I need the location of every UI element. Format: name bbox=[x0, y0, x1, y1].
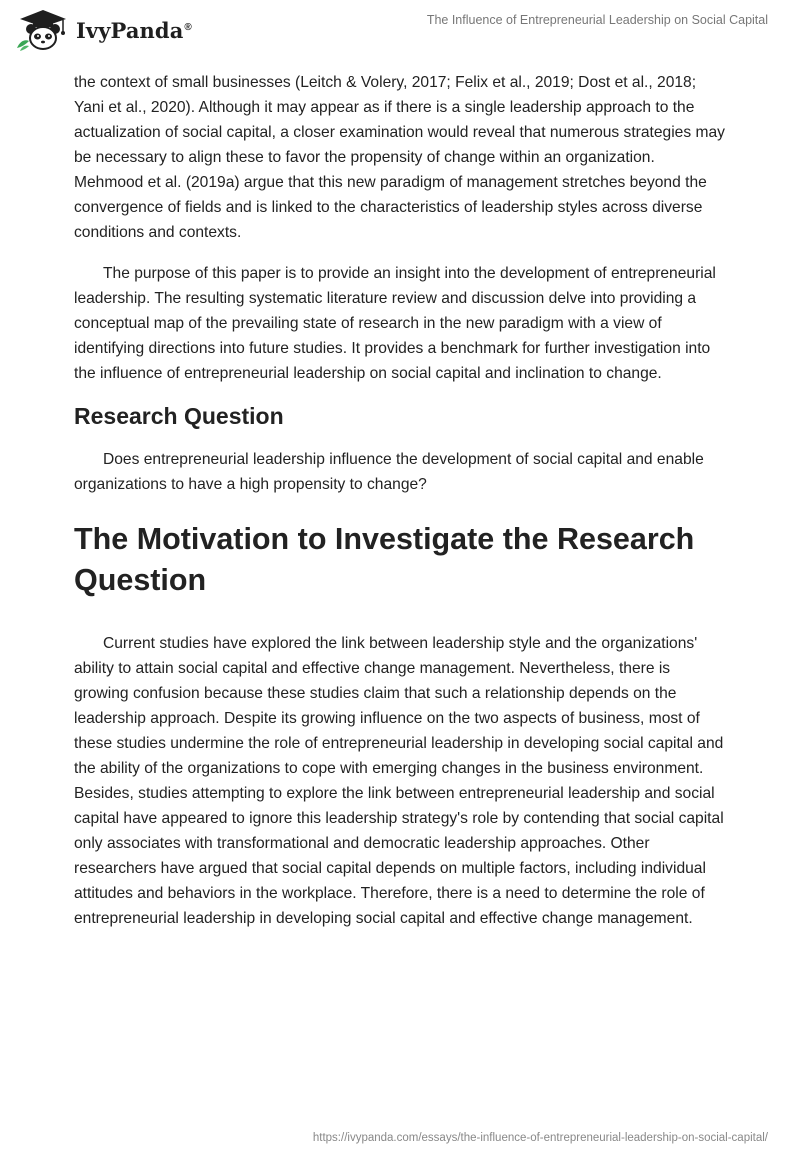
page-header bbox=[0, 0, 800, 60]
heading-motivation: The Motivation to Investigate the Research Question bbox=[74, 522, 695, 597]
paragraph-purpose: The purpose of this paper is to provide an insight into the development of entrepreneurial leadership. The resulting systematic literature review and discussion delve into providing a conceptual map of the prevailing state of research in the new paradigm with a view of identifying directions into future studies. It provides a benchmark for further investigation into the influence of entrepreneurial leadership on social capital and inclination to change. bbox=[74, 265, 716, 382]
panda-mortarboard-icon bbox=[14, 8, 72, 52]
ivypanda-logo[interactable] bbox=[14, 8, 192, 52]
document-title: The Influence of Entrepreneurial Leadership on Social Capital bbox=[426, 13, 768, 27]
source-url-link[interactable]: https://ivypanda.com/essays/the-influence-of-entrepreneurial-leadership-on-social-capital/ bbox=[312, 1132, 768, 1144]
paragraph-motivation: Current studies have explored the link between leadership style and the organizations' ability to attain social capital and effective change management. Nevertheless, there is growing confusion because these studies claim that such a relationship depends on the leadership approach. Despite its growing influence on the two aspects of business, most of these studies undermine the role of entrepreneurial leadership in developing social capital and the ability of the organizations to cope with emerging changes in the business environment. Besides, studies attempting to explore the link between entrepreneurial leadership and social capital have appeared to ignore this leadership strategy's role by contending that social capital only associates with transformational and democratic leadership approaches. Other researchers have argued that social capital depends on multiple factors, including individual attitudes and behaviors in the workplace. Therefore, there is a need to determine the role of entrepreneurial leadership in developing social capital and effective change management. bbox=[74, 635, 724, 927]
essay-content bbox=[74, 70, 726, 947]
paragraph-research-question: Does entrepreneurial leadership influence the development of social capital and enable organizations to have a high propensity to change? bbox=[74, 451, 704, 493]
logo-wordmark bbox=[76, 18, 192, 43]
registered-mark: ® bbox=[184, 21, 192, 33]
heading-research-question: Research Question bbox=[74, 403, 284, 429]
paragraph-context: the context of small businesses (Leitch & Volery, 2017; Felix et al., 2019; Dost et al., 2018; Yani et al., 2020). Although it may appear as if there is a single leadership approach to the actualization of social capital, a closer examination would reveal that numerous strategies may be necessary to align these to favor the propensity of change within an organization. Mehmood et al. (2019a) argue that this new paradigm of management stretches beyond the convergence of fields and is linked to the characteristics of leadership styles across diverse conditions and contexts. bbox=[74, 74, 725, 241]
logo-text: IvyPanda bbox=[76, 17, 184, 43]
